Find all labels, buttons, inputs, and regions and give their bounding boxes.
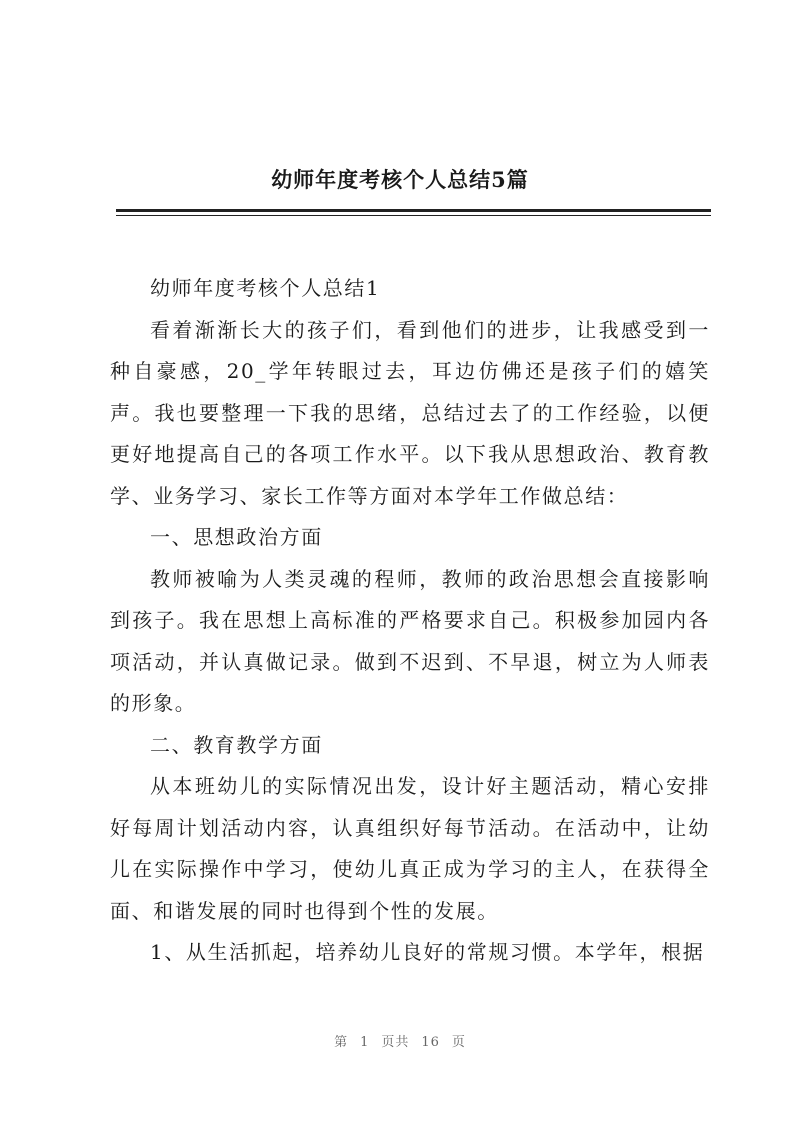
body-paragraph: 1、从生活抓起，培养幼儿良好的常规习惯。本学年，根据 <box>150 940 705 964</box>
page-footer <box>0 1031 800 1050</box>
title-divider-thin <box>116 215 711 216</box>
footer-page-mid: 页共 <box>381 1035 410 1050</box>
document-title: 幼师年度考核个人总结5篇 <box>271 167 529 192</box>
footer-page-suffix: 页 <box>451 1035 466 1050</box>
body-paragraph: 教师被喻为人类灵魂的程师，教师的政治思想会直接影响到孩子。我在思想上高标准的严格要求自己。积极参加园内各项活动，并认真做记录。做到不迟到、不早退，树立为人师表的形象。 <box>110 566 710 715</box>
section-heading: 幼师年度考核个人总结1 <box>150 276 381 300</box>
body-paragraph: 从本班幼儿的实际情况出发，设计好主题活动，精心安排好每周计划活动内容，认真组织好每节活动。在活动中，让幼儿在实际操作中学习，使幼儿真正成为学习的主人，在获得全面、和谐发展的同时也得到个性的发展。 <box>110 774 710 923</box>
subsection-heading: 一、思想政治方面 <box>150 525 323 549</box>
footer-page-number: 1 <box>360 1035 370 1050</box>
footer-page-prefix: 第 <box>334 1035 349 1050</box>
title-divider-thick <box>116 209 711 212</box>
body-paragraph: 看着渐渐长大的孩子们，看到他们的进步，让我感受到一种自豪感，20_学年转眼过去，耳边仿佛还是孩子们的嬉笑声。我也要整理一下我的思绪，总结过去了的工作经验，以便更好地提高自己的各项工作水平。以下我从思想政治、教育教学、业务学习、家长工作等方面对本学年工作做总结： <box>110 317 710 508</box>
document-body <box>110 268 710 974</box>
footer-total-pages: 16 <box>421 1035 440 1050</box>
subsection-heading: 二、教育教学方面 <box>150 732 323 757</box>
